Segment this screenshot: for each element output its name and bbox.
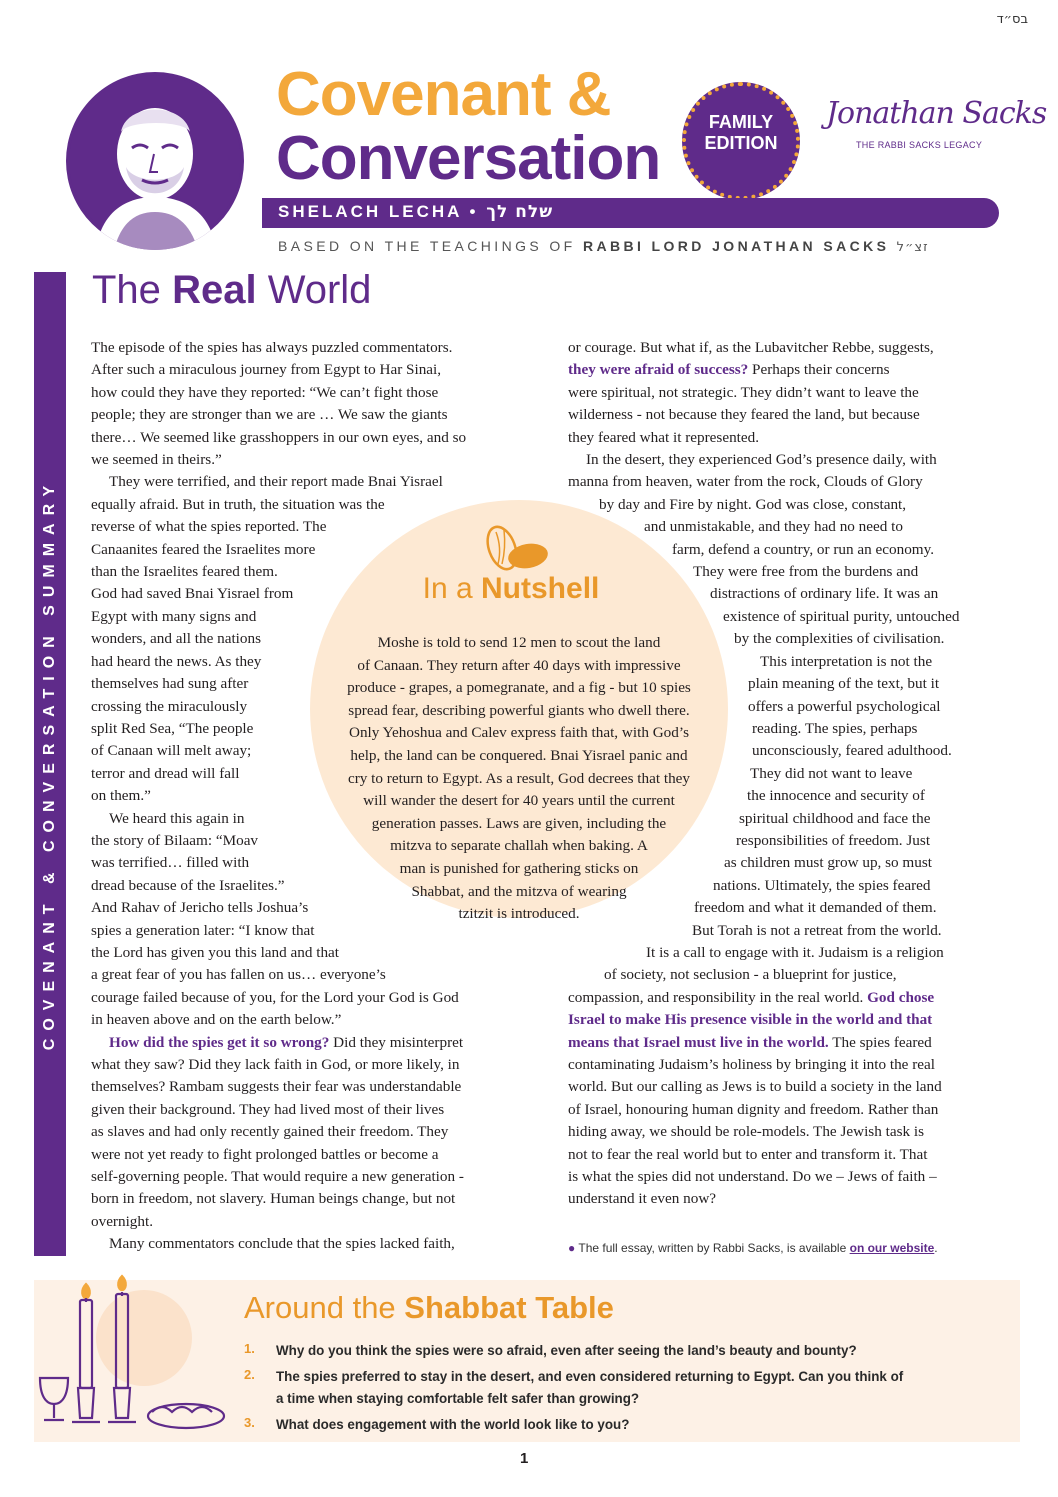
nutshell-line: spread fear, describing powerful giants who dwell there.	[348, 701, 690, 719]
highlight-text: means that Israel must live in the world.	[568, 1033, 829, 1051]
text-line	[568, 763, 998, 785]
text-line	[568, 494, 998, 516]
line-text: distractions of ordinary life. It was an	[710, 585, 939, 603]
footnote-text: The full essay, written by Rabbi Sacks, is available	[578, 1241, 850, 1255]
text-line	[568, 606, 998, 628]
bsd-mark: בס״ד	[996, 12, 1028, 27]
text-line	[91, 449, 521, 471]
line-text: understand it even now?	[568, 1190, 717, 1208]
nutshell-line: cry to return to Egypt. As a result, God decrees that they	[347, 769, 691, 787]
nutshell-line: will wander the desert for 40 years until the current	[363, 792, 675, 810]
line-text: freedom and what it demanded of them.	[694, 899, 937, 917]
article-column-2	[568, 337, 998, 1211]
highlight-text: God chose	[867, 988, 935, 1006]
text-line	[568, 382, 998, 404]
line-text: compassion, and responsibility in the real world.	[568, 988, 868, 1006]
text-line	[91, 763, 521, 785]
nutshell-title-bold: Nutshell	[481, 572, 600, 605]
line-text: were not yet ready to fight prolonged battles or become a	[91, 1145, 439, 1163]
text-line	[568, 785, 998, 807]
question-item	[244, 1414, 1024, 1436]
line-text: reverse of what the spies reported. The	[91, 518, 327, 536]
article-title	[92, 268, 371, 313]
line-text: Canaanites feared the Israelites more	[91, 540, 316, 558]
text-line	[91, 1009, 521, 1031]
text-line	[568, 852, 998, 874]
text-line	[91, 583, 521, 605]
text-line	[568, 740, 998, 762]
text-line	[568, 449, 998, 471]
line-text: courage failed because of you, for the Lord your God is God	[91, 988, 459, 1006]
line-text: They were terrified, and their report made Bnai Yisrael	[109, 473, 443, 491]
line-text: the innocence and security of	[747, 787, 925, 805]
website-link[interactable]: on our website	[849, 1241, 935, 1255]
line-text: world. But our calling as Jews is to build a society in the land	[568, 1078, 942, 1096]
line-text: themselves? Rambam suggests their fear was understandable	[91, 1078, 462, 1096]
text-line	[91, 696, 521, 718]
text-line	[91, 942, 521, 964]
line-text: The spies feared	[828, 1033, 932, 1051]
line-text: the story of Bilaam: “Moav	[91, 831, 259, 849]
text-line	[568, 628, 998, 650]
line-text: overnight.	[91, 1212, 154, 1230]
question-text: The spies preferred to stay in the desert, and even considered returning to Egypt. Can you think of	[276, 1369, 904, 1384]
line-text: of Canaan will melt away;	[91, 742, 252, 760]
question-number: 2.	[244, 1367, 255, 1382]
highlight-text: Israel to make His presence visible in the world and that	[568, 1011, 933, 1029]
text-line	[568, 1166, 998, 1188]
text-line	[568, 897, 998, 919]
text-line	[568, 427, 998, 449]
line-text: wilderness - not because they feared the land, but because	[568, 406, 920, 424]
parsha-bar	[262, 198, 999, 228]
question-text: Why do you think the spies were so afraid, even after seeing the land’s beauty and bounty?	[276, 1343, 857, 1358]
shabbat-title-bold: Shabbat Table	[404, 1290, 614, 1325]
text-line	[568, 920, 998, 942]
shabbat-title-pre: Around the	[244, 1290, 396, 1325]
line-text: Many commentators conclude that the spies lacked faith,	[109, 1235, 455, 1253]
badge-line-1: FAMILY	[708, 112, 774, 132]
line-text: farm, defend a country, or run an economy.	[672, 540, 935, 558]
text-line	[568, 583, 998, 605]
nutshell-title-pre: In a	[422, 572, 473, 605]
line-text: nations. Ultimately, the spies feared	[713, 876, 931, 894]
line-text: unconsciously, feared adulthood.	[752, 742, 952, 760]
line-text: spies a generation later: “I know that	[91, 921, 315, 939]
line-text: In the desert, they experienced God’s presence daily, with	[586, 451, 937, 469]
line-text: It is a call to engage with it. Judaism is a religion	[646, 943, 944, 961]
line-text: given their background. They had lived most of their lives	[91, 1100, 445, 1118]
legacy-label: THE RABBI SACKS LEGACY	[856, 140, 983, 150]
title-line-2: Conversation	[276, 124, 661, 193]
signature-logo: Jonathan Sacks	[826, 96, 1047, 131]
text-line	[568, 964, 998, 986]
text-line	[91, 1076, 521, 1098]
line-text: the Lord has given you this land and that	[91, 943, 340, 961]
line-text: The episode of the spies has always puzzled commentators.	[91, 339, 453, 356]
text-line	[91, 673, 521, 695]
text-line	[91, 1188, 521, 1210]
line-text: equally afraid. But in truth, the situation was the	[91, 495, 385, 513]
text-line	[91, 1233, 521, 1255]
line-text: is what the spies did not understand. Do we – Jews of faith –	[568, 1168, 937, 1186]
line-text: a great fear of you has fallen on us… everyone’s	[91, 966, 386, 984]
text-line	[568, 1099, 998, 1121]
line-text: or courage. But what if, as the Lubavitcher Rebbe, suggests,	[568, 339, 934, 356]
line-text: terror and dread will fall	[91, 764, 240, 782]
line-text: themselves had sung after	[91, 675, 249, 693]
line-text: This interpretation is not the	[760, 652, 933, 670]
line-text: of society, not seclusion - a blueprint for justice,	[604, 966, 897, 984]
nutshell-line: Shabbat, and the mitzva of wearing	[411, 882, 627, 900]
line-text: Did they misinterpret	[329, 1033, 464, 1051]
text-line	[91, 830, 521, 852]
line-text: on them.”	[91, 787, 151, 805]
line-text: hiding away, we should be role-models. The Jewish task is	[568, 1123, 925, 1141]
line-text: dread because of the Israelites.”	[91, 876, 285, 894]
text-line	[568, 1054, 998, 1076]
line-text: plain meaning of the text, but it	[748, 675, 940, 693]
text-line	[91, 606, 521, 628]
line-text: Egypt with many signs and	[91, 607, 257, 625]
nutshell-line: help, the land can be conquered. Bnai Yisrael panic and	[350, 746, 688, 764]
text-line	[568, 359, 998, 381]
text-line	[91, 740, 521, 762]
line-text: existence of spiritual purity, untouched	[723, 607, 960, 625]
sidebar-label: COVENANT & CONVERSATION SUMMARY	[41, 477, 58, 1051]
nutshell-line: of Canaan. They return after 40 days with impressive	[357, 656, 681, 674]
text-line	[568, 1188, 998, 1210]
candles-icon	[36, 1268, 226, 1438]
line-text: in heaven above and on the earth below.”	[91, 1011, 342, 1029]
line-text: responsibilities of freedom. Just	[736, 831, 931, 849]
text-line	[568, 337, 998, 359]
text-line	[91, 1211, 521, 1233]
text-line	[91, 718, 521, 740]
text-line	[568, 830, 998, 852]
article-column-1	[91, 337, 521, 1256]
line-text: was terrified… filled with	[91, 854, 250, 872]
highlight-text: How did the spies get it so wrong?	[109, 1033, 330, 1051]
text-line	[568, 471, 998, 493]
text-line	[91, 516, 521, 538]
text-line	[91, 1099, 521, 1121]
text-line	[91, 987, 521, 1009]
text-line	[568, 539, 998, 561]
question-text: What does engagement with the world look like to you?	[276, 1417, 630, 1432]
footnote-end: .	[934, 1241, 938, 1255]
title-pre: The	[92, 268, 161, 312]
text-line	[91, 852, 521, 874]
text-line	[91, 1054, 521, 1076]
question-item	[244, 1366, 1024, 1410]
line-text: crossing the miraculously	[91, 697, 248, 715]
text-line	[568, 651, 998, 673]
text-line	[568, 718, 998, 740]
line-text: by day and Fire by night. God was close, constant,	[599, 495, 907, 513]
shabbat-title	[244, 1290, 614, 1326]
highlight-text: they were afraid of success?	[568, 361, 749, 379]
line-text: not to fear the real world but to enter and transform it. That	[568, 1145, 928, 1163]
text-line	[91, 1144, 521, 1166]
text-line	[91, 337, 521, 359]
parsha-name-hebrew: שלח לך	[486, 202, 554, 222]
text-line	[568, 516, 998, 538]
text-line	[568, 561, 998, 583]
line-text: We heard this again in	[109, 809, 245, 827]
line-text: offers a powerful psychological	[748, 697, 941, 715]
nutshell-line: mitzva to separate challah when baking. A	[390, 837, 648, 855]
title-post: World	[267, 268, 372, 312]
rabbi-portrait	[66, 72, 244, 250]
page-number: 1	[520, 1450, 529, 1467]
text-line	[91, 471, 521, 493]
nutshell-line: generation passes. Laws are given, including the	[371, 814, 667, 832]
nutshell-line: produce - grapes, a pomegranate, and a fig - but 10 spies	[347, 679, 691, 697]
line-text: Perhaps their concerns	[748, 361, 890, 379]
text-line	[568, 808, 998, 830]
line-text: God had saved Bnai Yisrael from	[91, 585, 294, 603]
text-line	[91, 1032, 521, 1054]
text-line	[91, 785, 521, 807]
text-line	[568, 1121, 998, 1143]
line-text: how could they have they reported: “We can’t fight those	[91, 383, 439, 401]
line-text: had heard the news. As they	[91, 652, 262, 670]
question-number: 3.	[244, 1415, 255, 1430]
line-text: self-governing people. That would require a new generation -	[91, 1168, 464, 1186]
line-text: we seemed in theirs.”	[91, 451, 222, 469]
line-text: And Rahav of Jericho tells Joshua’s	[91, 899, 309, 917]
based-on-line	[278, 238, 929, 255]
nutshell-line: Moshe is told to send 12 men to scout the land	[377, 634, 661, 651]
line-text: as children must grow up, so must	[724, 854, 932, 872]
nutshell-line: man is punished for gathering sticks on	[399, 859, 639, 877]
text-line	[91, 1166, 521, 1188]
text-line	[91, 920, 521, 942]
line-text: by the complexities of civilisation.	[734, 630, 945, 648]
line-text: split Red Sea, “The people	[91, 719, 254, 737]
line-text: what they saw? Did they lack faith in God, or more likely, in	[91, 1056, 460, 1073]
text-line	[91, 494, 521, 516]
question-number: 1.	[244, 1341, 255, 1356]
line-text: as slaves and had only recently gained their freedom. They	[91, 1123, 449, 1141]
question-text: a time when staying comfortable felt safer than growing?	[276, 1391, 640, 1406]
nutshell-line: tzitzit is introduced.	[458, 905, 580, 923]
text-line	[568, 987, 998, 1009]
line-text: born in freedom, not slavery. Human beings change, but not	[91, 1190, 456, 1208]
text-line	[91, 404, 521, 426]
text-line	[91, 359, 521, 381]
text-line	[91, 561, 521, 583]
text-line	[568, 673, 998, 695]
question-list	[244, 1340, 1024, 1440]
line-text: of Israel, honouring human dignity and freedom. Rather than	[568, 1100, 939, 1118]
line-text: than the Israelites feared them.	[91, 563, 278, 581]
text-line	[568, 1009, 998, 1031]
line-text: spiritual childhood and face the	[739, 809, 931, 827]
text-line	[568, 1144, 998, 1166]
nutshell-line: Only Yehoshua and Calev express faith that, with God’s	[349, 724, 689, 742]
text-line	[91, 539, 521, 561]
line-text: and unmistakable, and they had no need to	[644, 518, 903, 536]
line-text: They were free from the burdens and	[693, 563, 919, 581]
text-line	[91, 1121, 521, 1143]
text-line	[91, 875, 521, 897]
title-bold: Real	[172, 268, 257, 312]
sidebar-band	[34, 272, 66, 1256]
text-line	[568, 942, 998, 964]
question-item	[244, 1340, 1024, 1362]
line-text: there… We seemed like grasshoppers in our own eyes, and so	[91, 428, 467, 446]
line-text: reading. The spies, perhaps	[752, 719, 918, 737]
text-line	[91, 964, 521, 986]
line-text: were spiritual, not strategic. They didn’t want to leave the	[568, 383, 919, 401]
text-line	[568, 696, 998, 718]
line-text: But Torah is not a retreat from the world.	[692, 921, 942, 939]
rabbi-name: RABBI LORD JONATHAN SACKS	[582, 238, 890, 254]
text-line	[91, 651, 521, 673]
line-text: manna from heaven, water from the rock, Clouds of Glory	[568, 473, 923, 491]
line-text: After such a miraculous journey from Egypt to Har Sinai,	[91, 361, 442, 379]
text-line	[91, 808, 521, 830]
rabbi-suffix: זצ״ל	[896, 240, 929, 255]
bullet-icon: ●	[568, 1241, 576, 1255]
line-text: contaminating Judaism’s holiness by bringing it into the real	[568, 1056, 935, 1073]
parsha-name: SHELACH LECHA •	[278, 202, 479, 221]
text-line	[568, 875, 998, 897]
based-on-text: BASED ON THE TEACHINGS OF	[278, 238, 576, 254]
badge-line-2: EDITION	[704, 133, 778, 153]
text-line	[91, 427, 521, 449]
family-edition-badge	[682, 82, 800, 200]
text-line	[91, 628, 521, 650]
text-line	[568, 1032, 998, 1054]
line-text: they feared what it represented.	[568, 428, 760, 446]
text-line	[91, 897, 521, 919]
line-text: They did not want to leave	[750, 764, 913, 782]
footnote	[568, 1241, 938, 1255]
text-line	[91, 382, 521, 404]
line-text: wonders, and all the nations	[91, 630, 261, 648]
title-line-1: Covenant &	[276, 60, 611, 129]
text-line	[568, 1076, 998, 1098]
text-line	[568, 404, 998, 426]
line-text: people; they are stronger than we are … We saw the giants	[91, 406, 448, 424]
